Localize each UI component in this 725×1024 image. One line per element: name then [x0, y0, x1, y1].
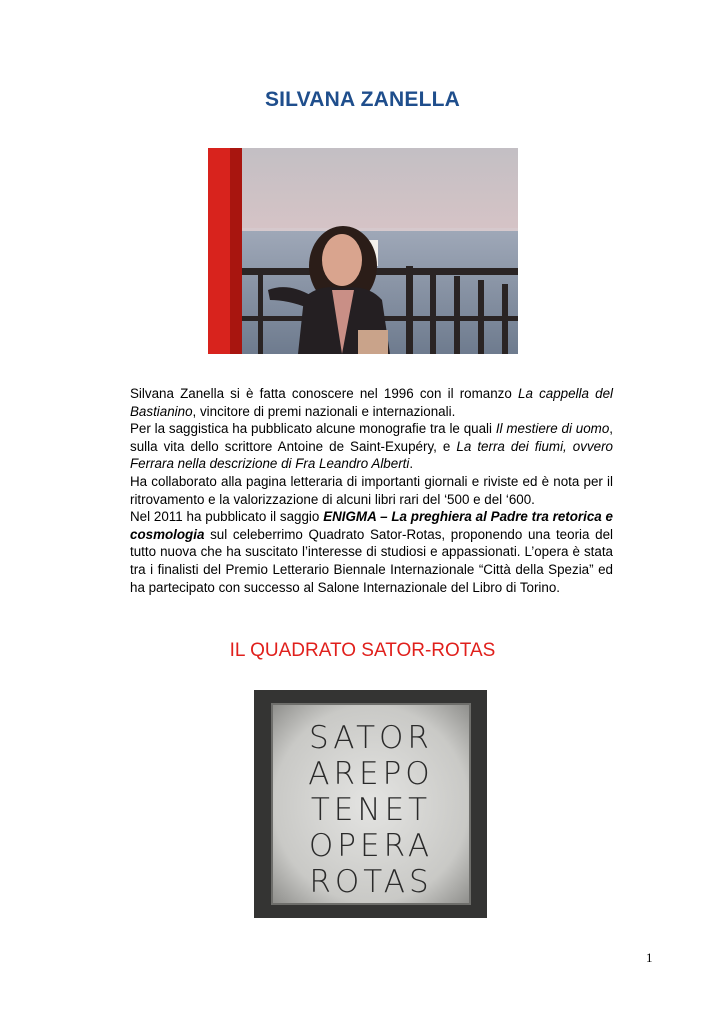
sator-line-2: AREPO	[308, 756, 434, 792]
sator-line-3: TENET	[310, 792, 432, 828]
section-title: IL QUADRATO SATOR-ROTAS	[229, 640, 496, 661]
bio-paragraph	[130, 420, 613, 473]
sator-line-1: SATOR	[309, 720, 433, 756]
page-title: SILVANA ZANELLA	[264, 88, 461, 111]
bio-text: .	[409, 456, 414, 472]
bio-paragraph	[130, 508, 613, 596]
page-number: 1	[646, 950, 653, 965]
essay-title: ENIGMA – La preghiera al Padre tra retorica e cosmologia	[130, 509, 614, 542]
author-photo	[208, 148, 518, 354]
sator-line-4: OPERA	[308, 828, 434, 864]
sator-square-photo	[254, 690, 487, 918]
bio-text: , sulla vita dello scrittore Antoine de Saint-Exupéry, e	[130, 421, 614, 454]
bio-paragraph	[130, 385, 613, 420]
bio-text: sul celeberrimo Quadrato Sator-Rotas, proponendo una teoria del tutto nuova che ha suscitato l’interesse di studiosi e appassionati. L’opera è stata tra i finalisti del Premio Letterario Biennale Internazionale “Città della Spezia” ed ha partecipato con successo al Salone Internazionale del Libro di Torino.	[130, 526, 613, 595]
novel-title: La cappella del Bastianino	[130, 386, 613, 419]
bio-text: Silvana Zanella si è fatta conoscere nel 1996 con il romanzo	[130, 386, 518, 401]
biography-text	[130, 385, 613, 596]
bio-text: Nel 2011 ha pubblicato il saggio	[130, 509, 324, 525]
bio-text: Per la saggistica ha pubblicato alcune monografie tra le quali	[130, 421, 496, 437]
monograph-title: Il mestiere di uomo	[495, 421, 610, 437]
monograph-title: La terra dei fiumi, ovvero Ferrara nella descrizione di Fra Leandro Alberti	[130, 438, 613, 472]
bio-paragraph: Ha collaborato alla pagina letteraria di importanti giornali e riviste ed è nota per il ritrovamento e la valorizzazione di alcuni libri rari del ‘500 e del ‘600.	[130, 473, 613, 507]
bio-text: , vincitore di premi nazionali e internazionali.	[192, 403, 456, 419]
sator-line-5: ROTAS	[309, 864, 433, 900]
